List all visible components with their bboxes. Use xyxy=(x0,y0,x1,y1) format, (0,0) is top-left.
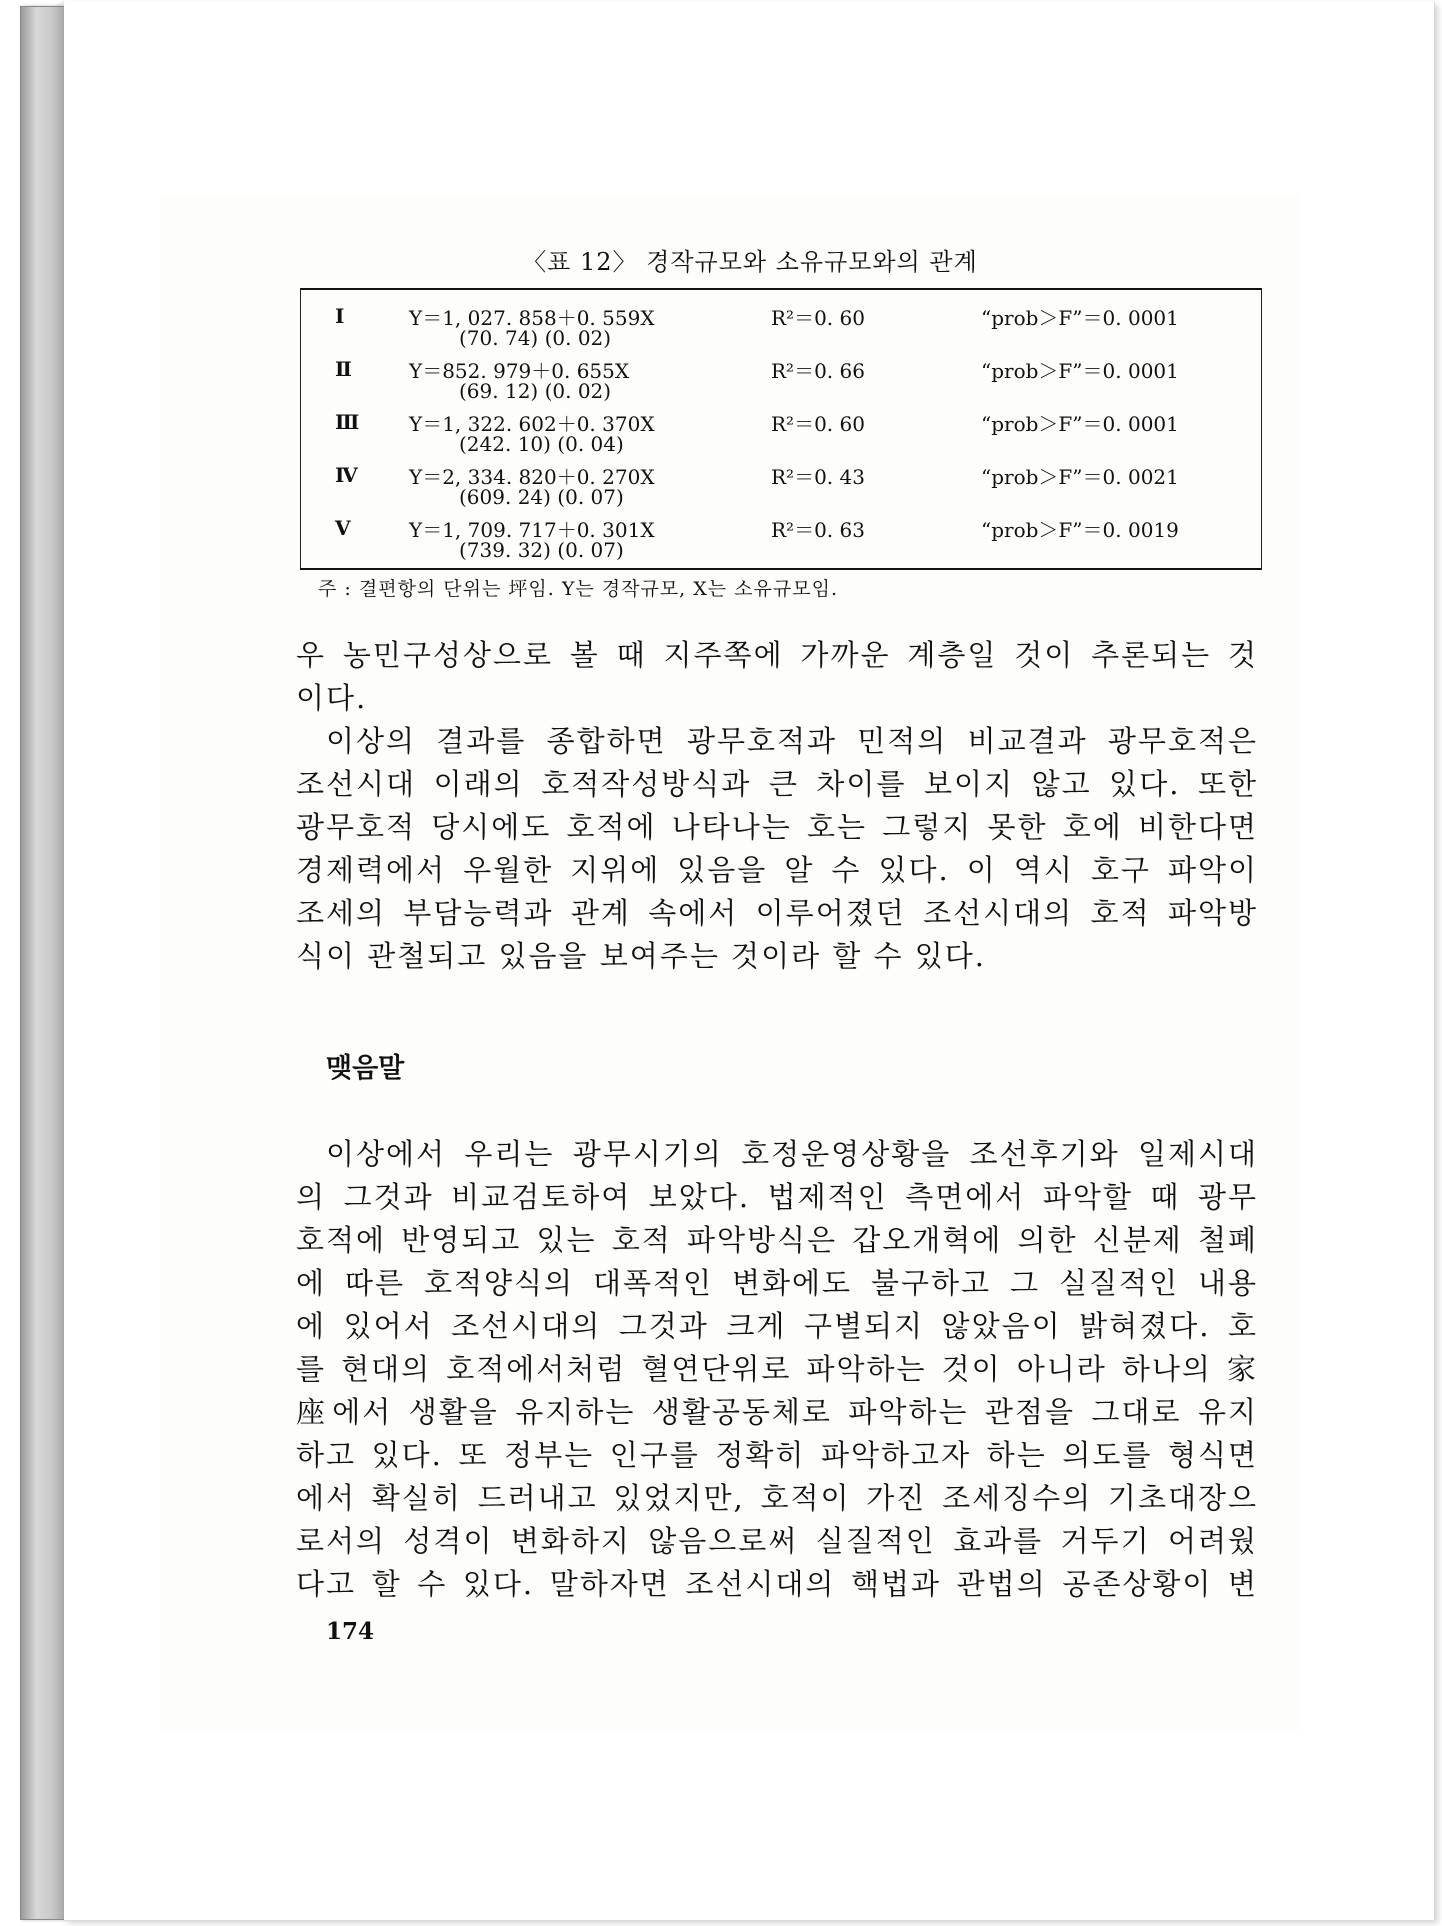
body-line: 이다. xyxy=(296,681,368,715)
body-line: 식이 관철되고 있음을 보여주는 것이라 할 수 있다. xyxy=(296,939,987,973)
table-row xyxy=(301,512,1261,564)
body-line: 이상의 결과를 종합하면 광무호적과 민적의 비교결과 광무호적은 xyxy=(326,724,1258,758)
table-title: 〈표 12〉 경작규모와 소유규모와의 관계 xyxy=(522,248,978,276)
body-line: 를 현대의 호적에서처럼 혈연단위로 파악하는 것이 아니라 하나의 家 xyxy=(296,1352,1258,1386)
body-line: 우 농민구성상으로 볼 때 지주쪽에 가까운 계층일 것이 추론되는 것 xyxy=(296,638,1258,672)
section-heading: 맺음말 xyxy=(326,1053,405,1084)
row-numeral: Ⅱ xyxy=(335,357,352,381)
row-numeral: Ⅳ xyxy=(335,463,358,487)
body-line: 이상에서 우리는 광무시기의 호정운영상황을 조선후기와 일제시대 xyxy=(326,1137,1258,1171)
body-line: 에 따른 호적양식의 대폭적인 변화에도 불구하고 그 실질적인 내용 xyxy=(296,1266,1258,1300)
prob-f: “prob＞F”＝0. 0019 xyxy=(981,518,1179,542)
prob-f: “prob＞F”＝0. 0001 xyxy=(981,306,1179,330)
regression-equation: Y＝2, 334. 820＋0. 270X xyxy=(409,465,655,489)
regression-equation: Y＝1, 709. 717＋0. 301X xyxy=(409,518,655,542)
r-squared: R²＝0. 63 xyxy=(771,518,865,542)
table-row xyxy=(301,353,1261,405)
standard-errors: (69. 12) (0. 02) xyxy=(459,379,612,403)
body-line: 座에서 생활을 유지하는 생활공동체로 파악하는 관점을 그대로 유지 xyxy=(296,1395,1258,1429)
standard-errors: (242. 10) (0. 04) xyxy=(459,432,624,456)
row-numeral: Ⅲ xyxy=(335,410,360,434)
row-numeral: Ⅰ xyxy=(335,304,345,328)
table-row xyxy=(301,406,1261,458)
r-squared: R²＝0. 60 xyxy=(771,412,865,436)
regression-table xyxy=(300,288,1262,570)
table-row xyxy=(301,300,1261,352)
standard-errors: (70. 74) (0. 02) xyxy=(459,326,612,350)
body-line: 호적에 반영되고 있는 호적 파악방식은 갑오개혁에 의한 신분제 철폐 xyxy=(296,1223,1258,1257)
r-squared: R²＝0. 66 xyxy=(771,359,865,383)
standard-errors: (739. 32) (0. 07) xyxy=(459,538,624,562)
body-line: 에 있어서 조선시대의 그것과 크게 구별되지 않았음이 밝혀졌다. 호 xyxy=(296,1309,1258,1343)
body-line: 에서 확실히 드러내고 있었지만, 호적이 가진 조세징수의 기초대장으 xyxy=(296,1481,1258,1515)
page-number: 174 xyxy=(326,1618,375,1645)
body-line: 다고 할 수 있다. 말하자면 조선시대의 핵법과 관법의 공존상황이 변 xyxy=(296,1567,1258,1601)
standard-errors: (609. 24) (0. 07) xyxy=(459,485,624,509)
regression-equation: Y＝852. 979＋0. 655X xyxy=(409,359,630,383)
regression-equation: Y＝1, 027. 858＋0. 559X xyxy=(409,306,655,330)
prob-f: “prob＞F”＝0. 0021 xyxy=(981,465,1179,489)
table-note: 주 : 결편항의 단위는 坪임. Y는 경작규모, X는 소유규모임. xyxy=(318,578,838,600)
r-squared: R²＝0. 60 xyxy=(771,306,865,330)
book-spine xyxy=(20,6,66,1920)
table-row xyxy=(301,459,1261,511)
regression-equation: Y＝1, 322. 602＋0. 370X xyxy=(409,412,655,436)
body-line: 로서의 성격이 변화하지 않음으로써 실질적인 효과를 거두기 어려웠 xyxy=(296,1524,1258,1558)
body-line: 경제력에서 우월한 지위에 있음을 알 수 있다. 이 역시 호구 파악이 xyxy=(296,853,1258,887)
body-line: 의 그것과 비교검토하여 보았다. 법제적인 측면에서 파악할 때 광무 xyxy=(296,1180,1258,1214)
row-numeral: Ⅴ xyxy=(335,516,351,540)
r-squared: R²＝0. 43 xyxy=(771,465,865,489)
prob-f: “prob＞F”＝0. 0001 xyxy=(981,359,1179,383)
prob-f: “prob＞F”＝0. 0001 xyxy=(981,412,1179,436)
body-line: 하고 있다. 또 정부는 인구를 정확히 파악하고자 하는 의도를 형식면 xyxy=(296,1438,1258,1472)
body-line: 광무호적 당시에도 호적에 나타나는 호는 그렇지 못한 호에 비한다면 xyxy=(296,810,1258,844)
body-line: 조세의 부담능력과 관계 속에서 이루어졌던 조선시대의 호적 파악방 xyxy=(296,896,1258,930)
body-line: 조선시대 이래의 호적작성방식과 큰 차이를 보이지 않고 있다. 또한 xyxy=(296,767,1258,801)
